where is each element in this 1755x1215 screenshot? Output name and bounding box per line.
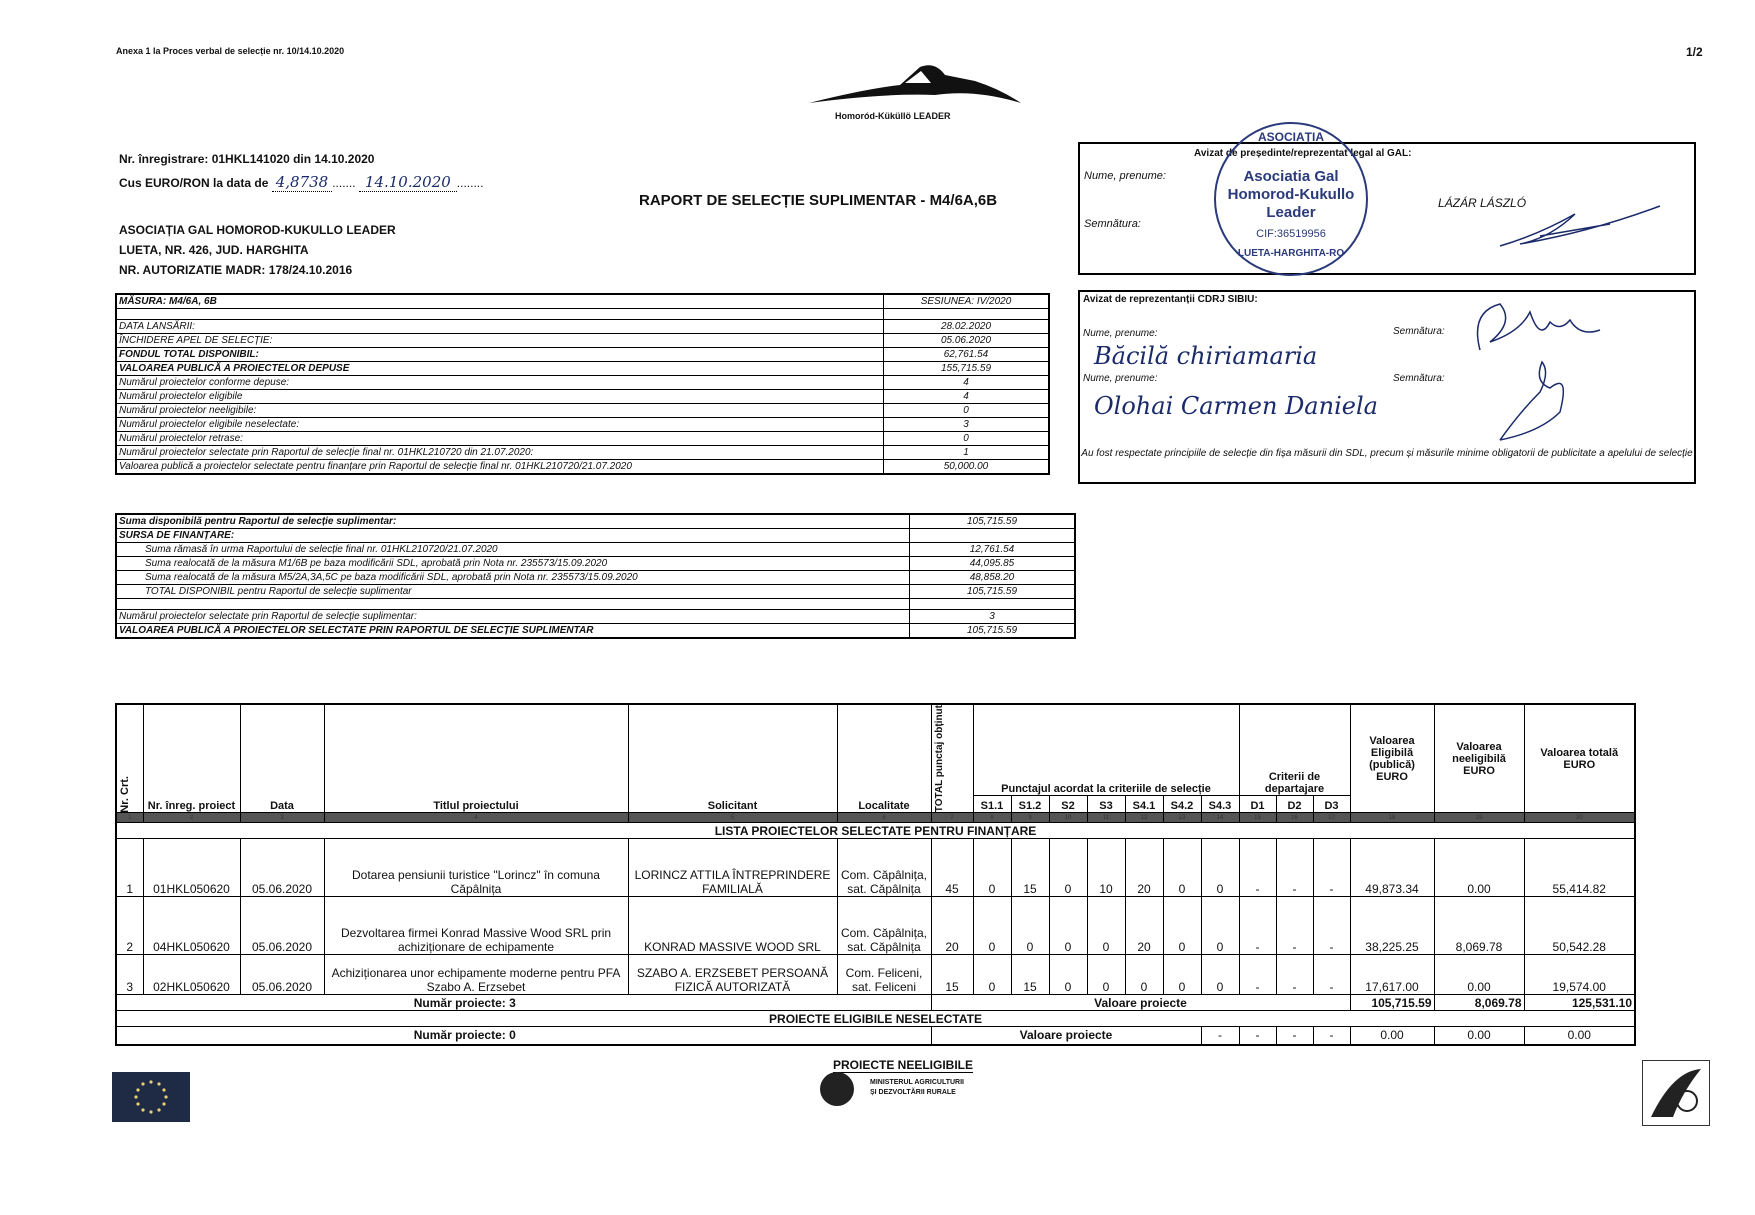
mountain-logo-icon: [805, 55, 1025, 107]
section-ineligible: PROIECTE NEELIGIBILE: [833, 1058, 974, 1072]
col-applicant: Solicitant: [628, 704, 837, 813]
unselected-totals-row: Număr proiecte: 0 Valoare proiecte - - - - 0.00 0.00 0.00: [116, 1027, 1635, 1045]
stamp-center: [1216, 168, 1366, 222]
col-title: Titlul proiectului: [324, 704, 628, 813]
summary-row: Numărul proiectelor conforme depuse: 4: [116, 376, 1049, 390]
cdrj-compliance-note: Au fost respectate principiile de selecție din fișa măsurii din SDL, precum și măsurile minime obligatorii de publicitate a apelului de selecție: [1081, 448, 1693, 459]
cdrj-name-label-1: Nume, prenume:: [1083, 328, 1158, 339]
exchange-rate-date: 14.10.2020: [359, 173, 457, 192]
logo-caption: Homoród-Küküllö LEADER: [835, 111, 951, 121]
available-sum-label: Suma disponibilă pentru Raportul de selecție suplimentar:: [116, 514, 910, 529]
summary-row: Numărul proiectelor eligibile 4: [116, 390, 1049, 404]
president-signature-icon: [1480, 194, 1670, 254]
cdrj-name-label-2: Nume, prenume:: [1083, 373, 1158, 384]
unselected-count: Număr proiecte: 0: [116, 1027, 931, 1045]
stamp-top-text: ASOCIAȚIA: [1258, 130, 1324, 144]
summary-row: Numărul proiectelor eligibile neselectate: 3: [116, 418, 1049, 432]
funding-summary-table: [115, 513, 1076, 639]
funding-source-row: TOTAL DISPONIBIL pentru Raportul de selecție suplimentar 105,715.59: [116, 585, 1075, 599]
ministry-line-2: ȘI DEZVOLTĂRII RURALE: [870, 1089, 956, 1096]
available-sum-value: 105,715.59: [910, 514, 1076, 529]
selected-count-value: 3: [910, 610, 1076, 624]
column-index-row: 1 2 3 4 5 6 7 8 9 10 11 12 13 14 15 16 17 18 19 20: [116, 813, 1635, 823]
organization-block: [119, 220, 396, 280]
exchange-rate-line: Cus EURO/RON la data de 4,8738 ....... 14.10.2020 ........: [119, 173, 484, 191]
selected-totals-row: Număr proiecte: 3 Valoare proiecte 105,715.59 8,069.78 125,531.10: [116, 995, 1635, 1011]
selected-count-label: Numărul proiectelor selectate prin Raportul de selecție suplimentar:: [116, 610, 910, 624]
measure-label: MĂSURA: M4/6A, 6B: [116, 294, 884, 309]
cdrj-heading: Avizat de reprezentanții CDRJ SIBIU:: [1083, 294, 1258, 305]
stamp-cif: CIF:36519956: [1256, 228, 1326, 240]
summary-row: Numărul proiectelor selectate prin Raportul de selecție final nr. 01HKL210720 din 21.07.2020: 1: [116, 446, 1049, 460]
col-s1-1: S1.1: [973, 796, 1011, 813]
summary-row: Numărul proiectelor retrase: 0: [116, 432, 1049, 446]
summary-row: VALOAREA PUBLICĂ A PROIECTELOR DEPUSE 155,715.59: [116, 362, 1049, 376]
public-value-label: VALOAREA PUBLICĂ A PROIECTELOR SELECTATE PRIN RAPORTUL DE SELECȚIE SUPLIMENTAR: [116, 624, 910, 639]
unselected-value-label: Valoare proiecte: [931, 1027, 1201, 1045]
eu-flag-icon: [112, 1072, 190, 1122]
summary-row: Numărul proiectelor neeligibile: 0: [116, 404, 1049, 418]
cdrj-sign-label-1: Semnătura:: [1393, 326, 1445, 337]
stamp-line-3: Leader: [1266, 204, 1316, 221]
col-s4-3: S4.3: [1201, 796, 1239, 813]
funding-source-row: Suma realocată de la măsura M1/6B pe baza modificării SDL, aprobată prin Nota nr. 235573/15.09.2020 44,095.85: [116, 557, 1075, 571]
summary-row: ÎNCHIDERE APEL DE SELECȚIE: 05.06.2020: [116, 334, 1049, 348]
col-reg: Nr. înreg. proiect: [143, 704, 240, 813]
col-d3: D3: [1313, 796, 1350, 813]
org-authorization: NR. AUTORIZATIE MADR: 178/24.10.2016: [119, 263, 353, 277]
cdrj-signatures-icon: [1460, 292, 1630, 442]
stamp-line-2: Homorod-Kukullo: [1227, 186, 1355, 203]
col-d1: D1: [1239, 796, 1276, 813]
stamp-bottom-text: LUETA-HARGHITA-RO: [1237, 248, 1345, 259]
cdrj-handwritten-name-1: Băcilă chiriamaria: [1094, 342, 1318, 370]
funding-source-row: Suma realocată de la măsura M5/2A,3A,5C pe baza modificării SDL, aprobată prin Nota nr. 235573/15.09.2020 48,858.20: [116, 571, 1075, 585]
section-unselected: PROIECTE ELIGIBILE NESELECTATE: [116, 1011, 1635, 1027]
president-approval-box: [1078, 130, 1696, 275]
funding-source-row: Suma rămasă în urma Raportului de selecție final nr. 01HKL210720/21.07.2020 12,761.54: [116, 543, 1075, 557]
page-number: 1/2: [1686, 45, 1703, 59]
selected-value-label: Valoare proiecte: [931, 995, 1350, 1011]
president-name-label: Nume, prenume:: [1084, 170, 1166, 182]
table-row: 3 02HKL050620 05.06.2020 Achiziționarea unor echipamente moderne pentru PFA Szabo A. Erzsebet SZABO A. ERZSEBET PERSOANĂ FIZICĂ AUTORIZATĂ Com. Feliceni, sat. Feliceni 15 0 15 0 0 0 0 0 - - - 17,617.00 0.00 19,574.00: [116, 955, 1635, 995]
president-name: LÁZÁR LÁSZLÓ: [1438, 196, 1527, 210]
president-sign-label: Semnătura:: [1084, 218, 1141, 230]
col-totalval: Valoarea totală EURO: [1524, 704, 1635, 813]
stamp-line-1: Asociatia Gal: [1243, 168, 1339, 185]
table-row: 1 01HKL050620 05.06.2020 Dotarea pensiunii turistice "Lorincz" în comuna Căpâlnița LORINCZ ATTILA ÎNTREPRINDERE FAMILIALĂ Com. Căpâlnița, sat. Căpâlnița 45 0 15 0 10 20 0 0 - - - 49,873.34 0.00 55,414.82: [116, 839, 1635, 897]
projects-table: [115, 703, 1636, 1046]
registration-line: Nr. înregistrare: 01HKL141020 din 14.10.2020: [119, 152, 375, 166]
col-s4-2: S4.2: [1163, 796, 1201, 813]
annex-reference: Anexa 1 la Proces verbal de selecție nr. 10/14.10.2020: [116, 46, 345, 56]
col-locality: Localitate: [837, 704, 931, 813]
funding-source-label: SURSA DE FINANȚARE:: [116, 529, 910, 543]
col-eligible: Valoarea Eligibilă (publică) EURO: [1350, 704, 1434, 813]
section-selected: LISTA PROIECTELOR SELECTATE PENTRU FINANȚARE: [116, 823, 1635, 839]
measure-summary-table: [115, 293, 1050, 475]
public-value-value: 105,715.59: [910, 624, 1076, 639]
org-address: LUETA, NR. 426, JUD. HARGHITA: [119, 243, 309, 257]
col-nr: Nr. Crt.: [116, 704, 143, 813]
cdrj-handwritten-name-2: Olohai Carmen Daniela: [1094, 392, 1378, 420]
president-heading: Avizat de președinte/reprezentat legal al GAL:: [1194, 148, 1412, 159]
col-s4-1: S4.1: [1125, 796, 1163, 813]
gal-stamp: [1214, 122, 1368, 276]
org-name: ASOCIAȚIA GAL HOMOROD-KUKULLO LEADER: [119, 223, 396, 237]
summary-row: FONDUL TOTAL DISPONIBIL: 62,761.54: [116, 348, 1049, 362]
col-total: TOTAL punctaj obținut: [931, 704, 973, 813]
report-title: RAPORT DE SELECȚIE SUPLIMENTAR - M4/6A,6B: [639, 192, 998, 209]
col-d2: D2: [1276, 796, 1313, 813]
selected-count: Număr proiecte: 3: [116, 995, 931, 1011]
exchange-rate-value: 4,8738: [272, 173, 333, 192]
col-criteria: Punctajul acordat la criteriile de selecție: [973, 704, 1239, 796]
exchange-rate-prefix: Cus EURO/RON la data de: [119, 176, 269, 190]
cdrj-approval-box: [1078, 290, 1696, 484]
ministry-emblem-icon: [820, 1072, 854, 1106]
summary-row: Valoarea publică a proiectelor selectate pentru finanțare prin Raportul de selecție final nr. 01HKL210720/21.07.2020 50,000.00: [116, 460, 1049, 475]
col-tiebreak: Criterii de departajare: [1239, 704, 1350, 796]
gal-logo: [805, 55, 1025, 125]
table-row: 2 04HKL050620 05.06.2020 Dezvoltarea firmei Konrad Massive Wood SRL prin achiziționare de echipamente KONRAD MASSIVE WOOD SRL Com. Căpâlnița, sat. Căpâlnița 20 0 0 0 0 20 0 0 - - - 38,225.25 8,069.78 50,542.28: [116, 897, 1635, 955]
col-s3: S3: [1087, 796, 1125, 813]
session-label: SESIUNEA: IV/2020: [884, 294, 1050, 309]
cdrj-sign-label-2: Semnătura:: [1393, 373, 1445, 384]
col-s1-2: S1.2: [1011, 796, 1049, 813]
ministry-text: [870, 1078, 964, 1098]
summary-row: DATA LANSĂRII: 28.02.2020: [116, 320, 1049, 334]
col-s2: S2: [1049, 796, 1087, 813]
ministry-line-1: MINISTERUL AGRICULTURII: [870, 1079, 964, 1086]
col-date: Data: [240, 704, 324, 813]
col-ineligible: Valoarea neeligibilă EURO: [1434, 704, 1524, 813]
leader-logo-icon: [1642, 1060, 1710, 1126]
